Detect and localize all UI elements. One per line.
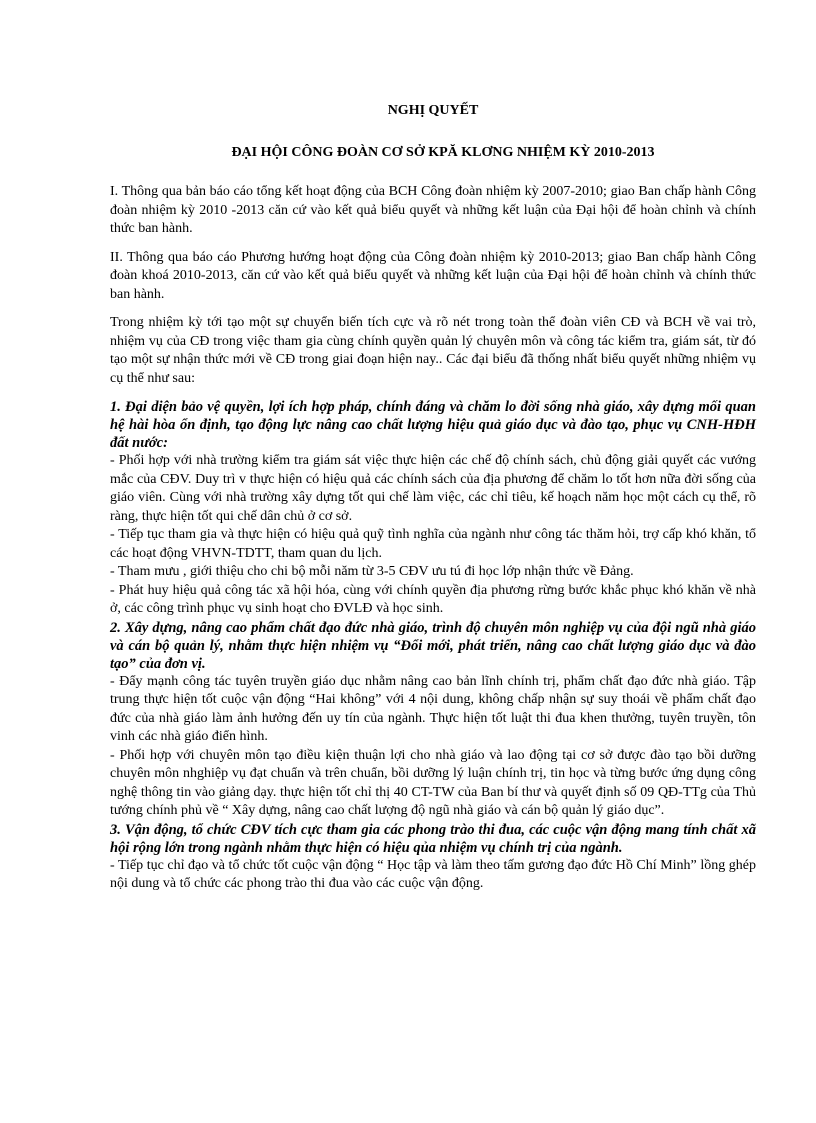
intro-paragraph-2: II. Thông qua báo cáo Phương hướng hoạt động của Công đoàn nhiệm kỳ 2010-2013; giao Ban chấp hành Công đoàn khoá 2010-2013, căn cứ vào kết quả biểu quyết và những kết luận của Đại hội để hoàn chỉnh và chính thức ban hành. [110,249,756,302]
section-2-heading: 2. Xây dựng, nâng cao phẩm chất đạo đức nhà giáo, trình độ chuyên môn nghiệp vụ của đội ngũ nhà giáo và cán bộ quản lý, nhằm thực hiện nhiệm vụ “Đổi mới, phát triển, nâng cao chất lượng giáo dục và đào tạo” của đơn vị. [110,619,756,672]
section-3-item-1: - Tiếp tục chỉ đạo và tổ chức tốt cuộc vận động “ Học tập và làm theo tấm gương đạo đức Hồ Chí Minh” lồng ghép nội dung và tổ chức các phong trào thi đua vào các cuộc vận động. [110,857,756,891]
section-2-item-2: - Phối hợp với chuyên môn tạo điều kiện thuận lợi cho nhà giáo và lao động tại cơ sở được đào tạo bồi dưỡng chuyên môn nhghiệp vụ đạt chuẩn và trên chuẩn, bồi dưỡng lý luận chính trị, tin học và từng bước ứng dụng công nghệ thông tin vào giảng dạy. thực hiện tốt chỉ thị 40 CT-TW của Ban bí thư và quyết định số 09 QĐ-TTg của Thủ tướng chính phủ về “ Xây dựng, nâng cao chất lượng độ ngũ nhà giáo và cán bộ quản lý giáo dục”. [110,747,756,818]
section-1-item-3: - Tham mưu , giới thiệu cho chi bộ mỗi năm từ 3-5 CĐV ưu tú đi học lớp nhận thức về Đảng. [110,564,634,579]
section-1-item-1: - Phối hợp với nhà trường kiểm tra giám sát việc thực hiện các chế độ chính sách, chủ động giải quyết các vướng mắc của CĐV. Duy trì v thực hiện có hiệu quả các chính sách của địa phương để chăm lo tốt hơn nữa đời sống của giáo viên. Cùng với nhà trường xây dựng tốt qui chế làm việc, các chỉ tiêu, kế hoạch năm học một cách cụ thể, rõ ràng, thực hiện tốt qui chế dân chủ ở cơ sở. [110,453,756,524]
section-1-item-2: - Tiếp tục tham gia và thực hiện có hiệu quả quỹ tình nghĩa của ngành như công tác thăm hỏi, trợ cấp khó khăn, tổ các hoạt động VHVN-TDTT, tham quan du lịch. [110,527,756,561]
intro-paragraph-1: I. Thông qua bản báo cáo tổng kết hoạt động của BCH Công đoàn nhiệm kỳ 2007-2010; giao Ban chấp hành Công đoàn nhiệm kỳ 2010 -2013 căn cứ vào kết quả biểu quyết và những kết luận của Đại hội để hoàn chỉnh và chính thức ban hành. [110,184,756,236]
document-subtitle: ĐẠI HỘI CÔNG ĐOÀN CƠ SỞ KPĂ KLƠNG NHIỆM KỲ 2010-2013 [231,145,655,160]
section-1-item-4: - Phát huy hiệu quả công tác xã hội hóa, cùng với chính quyền địa phương rừng bước khắc phục khó khăn về nhà ở, các công trình phục vụ sinh hoạt cho ĐVLĐ và học sinh. [110,582,756,616]
section-3-heading: 3. Vận động, tổ chức CĐV tích cực tham gia các phong trào thi đua, các cuộc vận động mang tính chất xã hội rộng lớn trong ngành nhằm thực hiện có hiệu qủa nhiệm vụ chính trị của ngành. [110,821,756,856]
section-1-heading: 1. Đại diện bảo vệ quyền, lợi ích hợp pháp, chính đáng và chăm lo đời sống nhà giáo, xây dựng mối quan hệ hài hòa ổn định, tạo động lực nâng cao chất lượng hiệu quả giáo dục và đào tạo, phục vụ CNH-HĐH đất nước: [110,399,756,451]
intro-paragraph-3: Trong nhiệm kỳ tới tạo một sự chuyển biến tích cực và rõ nét trong toàn thể đoàn viên CĐ và BCH về vai trò, nhiệm vụ của CĐ trong việc tham gia cùng chính quyền quản lý chuyên môn và công tác kiểm tra, giám sát, từ đó tạo một sự nhận thức mới về CĐ trong giai đoạn hiện nay.. Các đại biểu đã thống nhất biểu quyết những nhiệm vụ cụ thể như sau: [110,315,756,386]
document-title: NGHỊ QUYẾT [387,103,479,118]
section-2-item-1: - Đẩy mạnh công tác tuyên truyền giáo dục nhằm nâng cao bản lĩnh chính trị, phẩm chất đạo đức nhà giáo. Tập trung thực hiện tốt cuộc vận động “Hai không” với 4 nội dung, không chấp nhận sự suy thoái về phẩm chất đạo đức của nhà giáo làm ảnh hưởng đến uy tín của ngành. Thực hiện tốt luật thi đua khen thưởng, tuyên truyền, tôn vinh các nhà giáo điển hình. [110,673,756,744]
